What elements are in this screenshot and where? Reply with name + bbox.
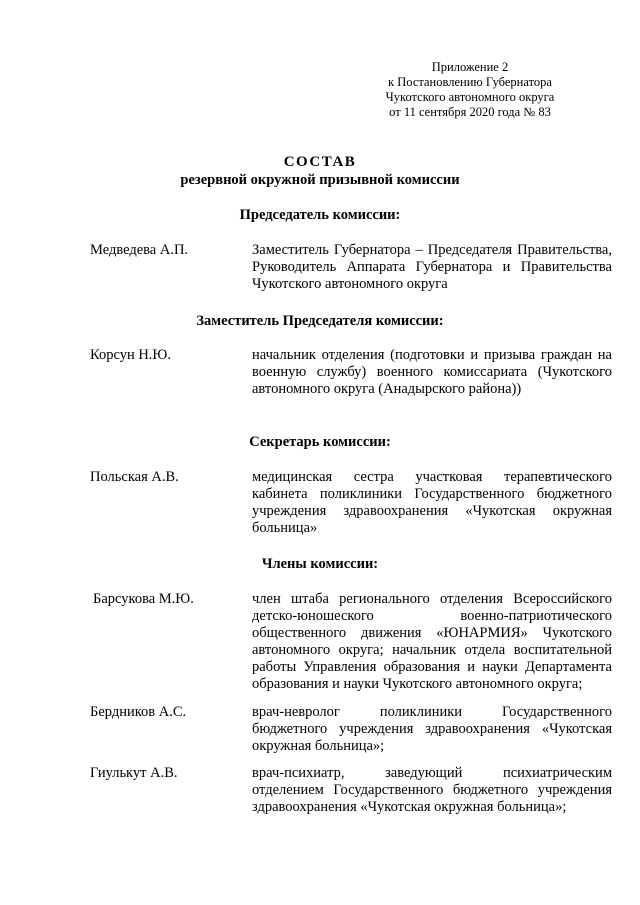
section-heading-secretary: Секретарь комиссии: <box>249 434 391 450</box>
member-role: врач-невролог поликлиники Государственного бюджетного учреждения здравоохранения «Чукотская окружная больница»; <box>252 704 612 754</box>
appendix-line: к Постановлению Губернатора <box>388 75 552 89</box>
appendix-line: от 11 сентября 2020 года № 83 <box>389 105 551 119</box>
section-heading-members: Члены комиссии: <box>261 556 379 572</box>
document-title: СОСТАВ <box>283 154 357 170</box>
member-role: начальник отделения (подготовки и призыва граждан на военную службу) военного комиссариата (Чукотского автономного округа (Анадырского района)) <box>252 347 612 397</box>
member-name: Барсукова М.Ю. <box>93 591 194 607</box>
document-subtitle: резервной окружной призывной комиссии <box>180 172 460 188</box>
appendix-line: Приложение 2 <box>431 60 509 74</box>
section-heading-deputy: Заместитель Председателя комиссии: <box>196 313 444 329</box>
member-role: член штаба регионального отделения Всероссийского детско-юношеского военно-патриотического общественного движения «ЮНАРМИЯ» Чукотского автономного округа; начальник отдела воспитательной работы Управления образования и науки Департамента образования и науки Чукотского автономного округа; <box>252 591 612 692</box>
member-role: Заместитель Губернатора – Председателя Правительства, Руководитель Аппарата Губернатора и Правительства Чукотского автономного округа <box>252 242 612 292</box>
appendix-block <box>360 60 580 120</box>
member-role: врач-психиатр, заведующий психиатрическим отделением Государственного бюджетного учреждения здравоохранения «Чукотская окружная больница»; <box>252 765 612 815</box>
member-name: Гиулькут А.В. <box>90 765 178 781</box>
member-role: медицинская сестра участковая терапевтического кабинета поликлиники Государственного бюджетного учреждения здравоохранения «Чукотская окружная больница» <box>252 469 612 536</box>
section-heading-chairman: Председатель комиссии: <box>239 207 401 223</box>
member-name: Польская А.В. <box>90 469 179 485</box>
member-name: Медведева А.П. <box>90 242 189 258</box>
appendix-line: Чукотского автономного округа <box>385 90 555 104</box>
member-name: Бердников А.С. <box>90 704 187 720</box>
member-name: Корсун Н.Ю. <box>90 347 171 363</box>
